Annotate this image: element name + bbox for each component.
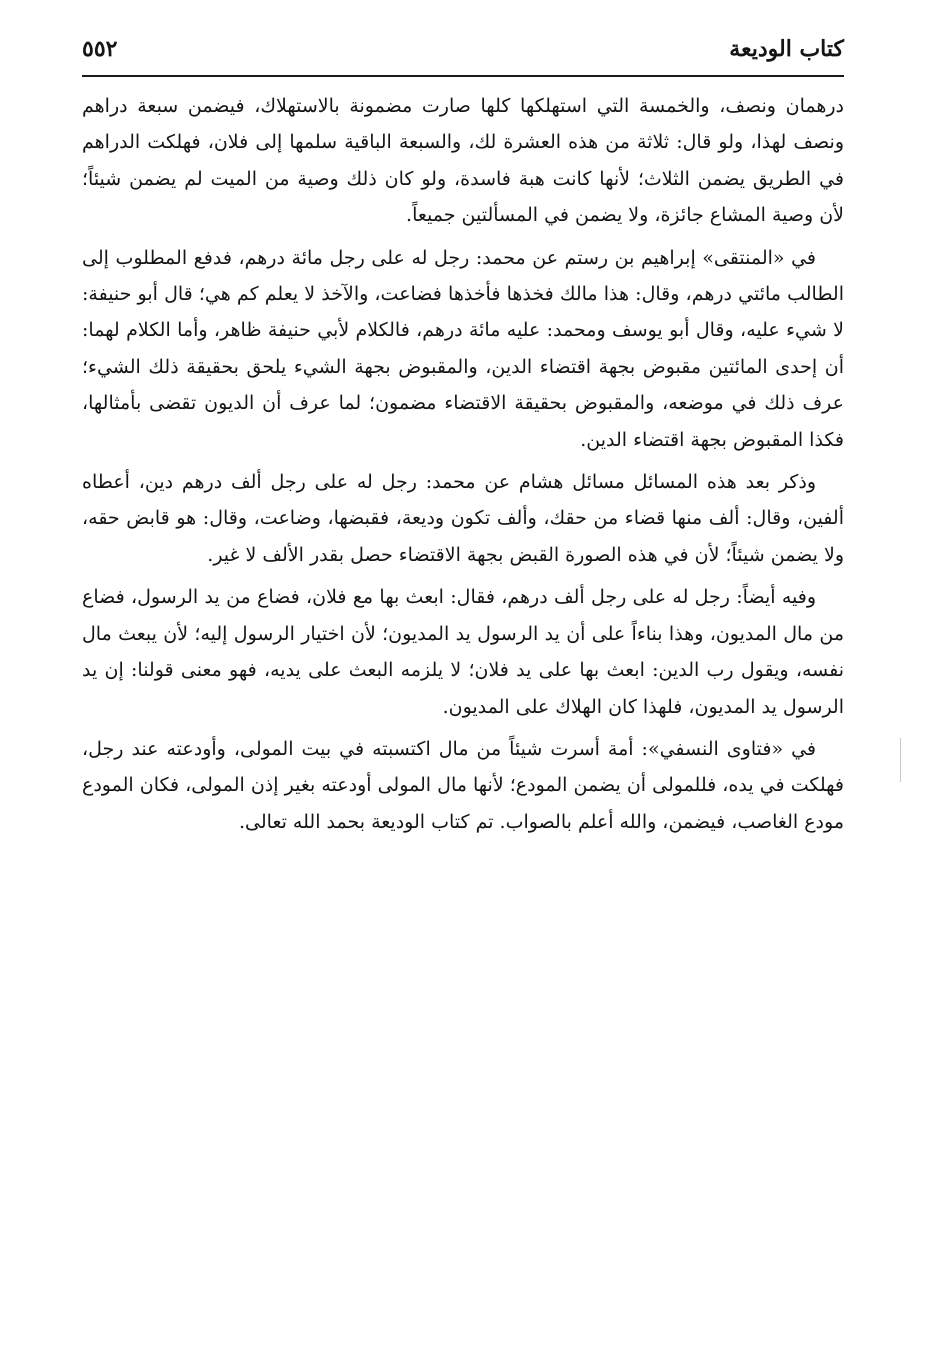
page-header bbox=[82, 34, 844, 70]
running-title: كتاب الوديعة bbox=[729, 36, 844, 62]
paragraph-5: في «فتاوى النسفي»: أمة أسرت شيئاً من مال اكتسبته في بيت المولى، وأودعته عند رجل، فهلكت في يده، فللمولى أن يضمن المودع؛ لأنها مال المولى أودعته بغير إذن المولى، فكان المودع مودع الغاصب، فيضمن، والله أعلم بالصواب. تم كتاب الوديعة بحمد الله تعالى. bbox=[82, 737, 844, 833]
paragraph-4: وفيه أيضاً: رجل له على رجل ألف درهم، فقال: ابعث بها مع فلان، فضاع من يد الرسول، فضاع من مال المديون، وهذا بناءاً على أن يد الرسول يد المديون؛ لأن اختيار الرسول إليه؛ لأن يبعث مال نفسه، ويقول رب الدين: ابعث بها على يد فلان؛ لا يلزمه البعث على يديه، فهو معنى قولنا: إن يد الرسول يد المديون، فلهذا كان الهلاك على المديون. bbox=[82, 586, 844, 718]
scan-margin-mark bbox=[900, 738, 901, 782]
body-text bbox=[82, 88, 844, 846]
paragraph-3: وذكر بعد هذه المسائل مسائل هشام عن محمد: رجل له على رجل ألف درهم دين، أعطاه ألفين، وقال: ألف منها قضاء من حقك، وألف تكون وديعة، فقبضها، وضاعت، وقال: هو قابض حقه، ولا يضمن شيئاً؛ لأن في هذه الصورة القبض بجهة الاقتضاء حصل بقدر الألف لا غير. bbox=[82, 471, 844, 566]
paragraph-1: درهمان ونصف، والخمسة التي استهلكها كلها صارت مضمونة بالاستهلاك، فيضمن سبعة دراهم ونصف لهذا، ولو قال: ثلاثة من هذه العشرة لك، والسبعة الباقية سلمها إلى فلان، فهلكت الدراهم في الطريق يضمن الثلاث؛ لأنها كانت هبة فاسدة، ولو كان ذلك وصية من الميت لم يضمن شيئاً؛ لأن وصية المشاع جائزة، ولا يضمن في المسألتين جميعاً. bbox=[82, 95, 844, 227]
paragraph-2: في «المنتقى» إبراهيم بن رستم عن محمد: رجل له على رجل مائة درهم، فدفع المطلوب إلى الطالب مائتي درهم، وقال: هذا مالك فخذها فأخذها فضاعت، والآخذ لا يعلم كم هي؛ قال أبو حنيفة: لا شيء عليه، وقال أبو يوسف ومحمد: عليه مائة درهم، فالكلام لأبي حنيفة ظاهر، وأما الكلام لهما: أن إحدى المائتين مقبوض بجهة اقتضاء الدين، والمقبوض بجهة الشيء يلحق بحقيقة ذلك الشيء؛ عرف ذلك في موضعه، والمقبوض بحقيقة الاقتضاء مضمون؛ لما عرف أن الديون تقضى بأمثالها، فكذا المقبوض بجهة اقتضاء الدين. bbox=[82, 246, 844, 451]
header-rule bbox=[82, 75, 844, 77]
page-number: ٥٥٢ bbox=[82, 36, 118, 62]
